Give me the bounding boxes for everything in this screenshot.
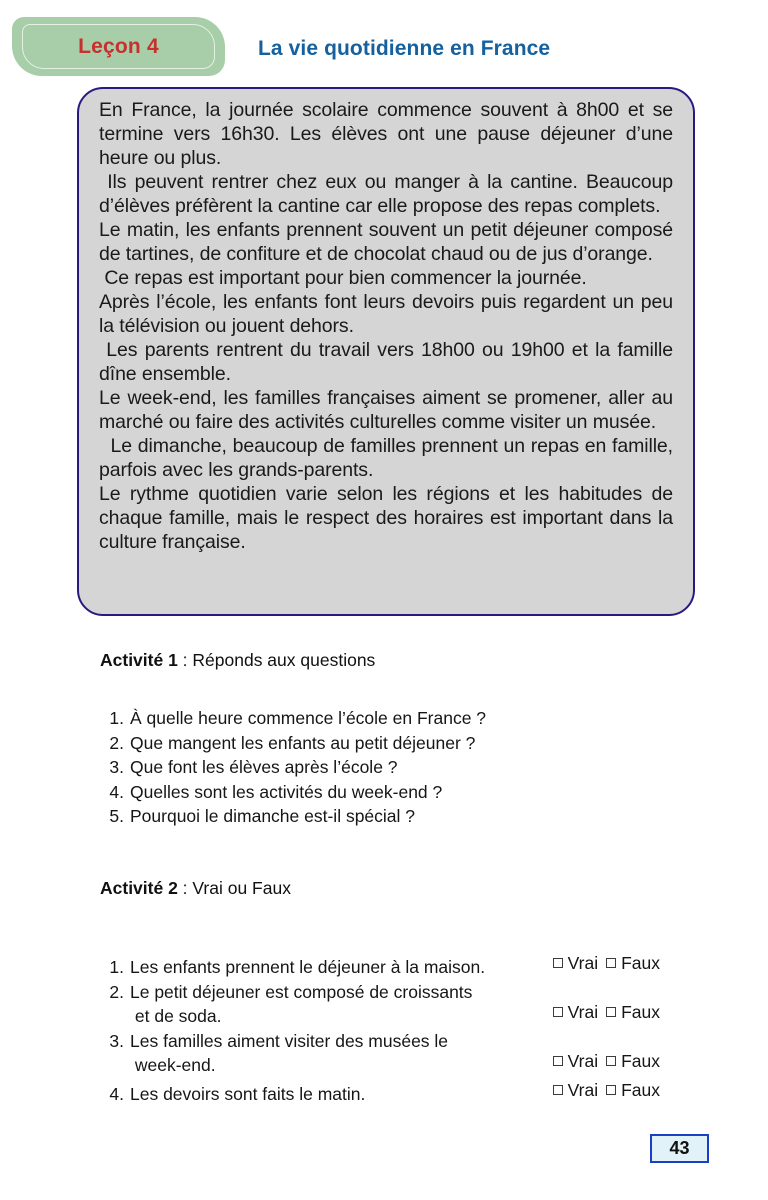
question-item [103,755,486,780]
faux-label: Faux [621,1051,660,1071]
faux-label: Faux [621,1002,660,1022]
truefalse-choices [553,951,660,980]
statement-text: Les devoirs sont faits le matin. [130,1083,366,1104]
vrai-label: Vrai [567,1079,599,1100]
statement-text: week-end. [130,1055,216,1075]
statement-number: 3. [109,1030,124,1051]
vrai-label: Vrai [567,953,599,973]
question-text: À quelle heure commence l’école en France ? [130,708,487,728]
question-item [103,731,486,756]
question-number: 3. [109,757,124,777]
activity1-question-list [103,706,486,829]
passage-paragraph: Le matin, les enfants prennent souvent un petit déjeuner composé de tartines, de confiture et de chocolat chaud ou de jus d’orange. [99,219,679,265]
truefalse-item [103,980,660,1029]
question-item [103,706,486,731]
statement-number: 2. [109,981,124,1002]
faux-checkbox-icon[interactable] [606,1056,616,1066]
question-text: Pourquoi le dimanche est-il spécial ? [130,806,416,826]
question-item [103,804,486,829]
passage-paragraph: Les parents rentrent du travail vers 18h00 ou 19h00 et la famille dîne ensemble. [99,339,679,385]
statement-text: et de soda. [130,1006,222,1026]
truefalse-item [103,951,660,980]
activity2-truefalse-list [103,951,660,1106]
faux-checkbox-icon[interactable] [606,1007,616,1017]
truefalse-choices [553,1078,660,1107]
vrai-checkbox-icon[interactable] [553,1085,563,1095]
faux-checkbox-icon[interactable] [606,958,616,968]
vrai-label: Vrai [567,1002,599,1022]
lesson-badge-label: Leçon 4 [78,34,159,58]
truefalse-choices [553,1000,660,1029]
question-number: 1. [109,708,124,728]
activity1-heading-label: Activité 1 [100,650,178,670]
statement-text: Le petit déjeuner est composé de croissants [130,981,473,1002]
vrai-checkbox-icon[interactable] [553,1056,563,1066]
faux-checkbox-icon[interactable] [606,1085,616,1095]
truefalse-item [103,1029,660,1078]
passage-paragraph: En France, la journée scolaire commence souvent à 8h00 et se termine vers 16h30. Les élèves ont une pause déjeuner d’une heure ou plus. [99,99,679,169]
activity2-heading-label: Activité 2 [100,878,178,898]
question-item [103,780,486,805]
faux-label: Faux [621,953,660,973]
passage-paragraph: Ce repas est important pour bien commencer la journée. [99,267,587,289]
statement-number: 1. [109,957,124,977]
passage-paragraph: Ils peuvent rentrer chez eux ou manger à la cantine. Beaucoup d’élèves préfèrent la cantine car elle propose des repas complets. [99,171,679,217]
activity1-heading [100,650,375,671]
faux-label: Faux [621,1079,660,1100]
activity2-heading [100,878,291,899]
statement-number: 4. [109,1083,124,1104]
question-text: Que font les élèves après l’école ? [130,757,398,777]
passage-paragraph: Après l’école, les enfants font leurs devoirs puis regardent un peu la télévision ou jouent dehors. [99,291,679,337]
vrai-checkbox-icon[interactable] [553,958,563,968]
question-text: Que mangent les enfants au petit déjeuner ? [130,732,476,753]
activity2-heading-subtitle: : Vrai ou Faux [177,878,291,898]
passage-paragraph: Le week-end, les familles françaises aiment se promener, aller au marché ou faire des activités culturelles comme visiter un musée. [99,387,679,433]
statement-text: Les enfants prennent le déjeuner à la maison. [130,957,486,977]
passage-paragraph: Le dimanche, beaucoup de familles prennent un repas en famille, parfois avec les grands-parents. [99,435,679,481]
question-text: Quelles sont les activités du week-end ? [130,781,443,802]
page-title: La vie quotidienne en France [258,37,551,60]
activity1-heading-subtitle: : Réponds aux questions [177,650,376,670]
reading-passage-box [77,87,695,616]
passage-paragraph: Le rythme quotidien varie selon les régions et les habitudes de chaque famille, mais le respect des horaires est important dans la culture française. [99,483,679,553]
statement-text: Les familles aiment visiter des musées le [130,1030,449,1051]
vrai-checkbox-icon[interactable] [553,1007,563,1017]
page-number-box [650,1134,709,1163]
question-number: 5. [109,806,124,826]
question-number: 2. [109,732,124,753]
truefalse-choices [553,1049,660,1078]
lesson-badge [12,17,225,76]
vrai-label: Vrai [567,1051,599,1071]
truefalse-item [103,1078,660,1107]
question-number: 4. [109,781,124,802]
page-number: 43 [669,1138,690,1158]
